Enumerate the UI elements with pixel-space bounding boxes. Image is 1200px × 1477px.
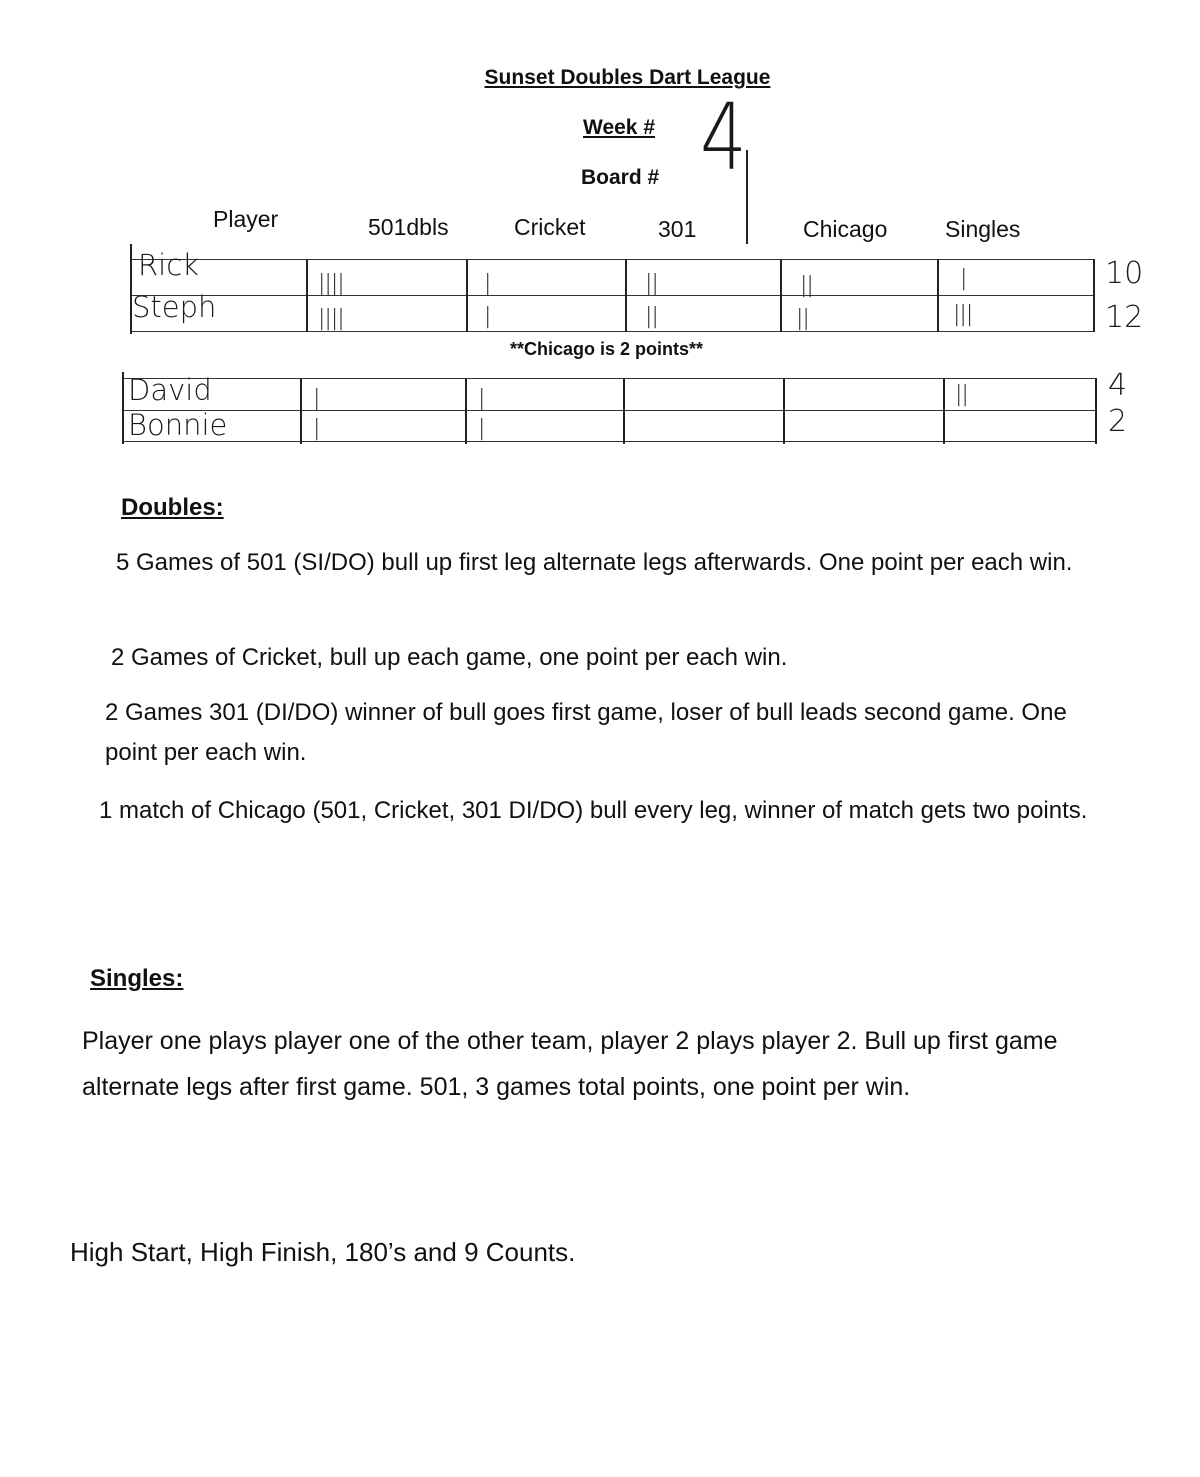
doubles-rule-cricket: 2 Games of Cricket, bull up each game, one point per each win. bbox=[111, 644, 788, 671]
tally-rick-501: |||| bbox=[318, 271, 344, 296]
tally-rick-singles: | bbox=[960, 266, 967, 291]
doubles-rule-501: 5 Games of 501 (SI/DO) bull up first leg alternate legs afterwards. One point per each win. bbox=[116, 549, 1073, 576]
tally-rick-cricket: | bbox=[484, 271, 491, 296]
tally-steph-501: |||| bbox=[318, 306, 344, 331]
col-301: 301 bbox=[658, 216, 697, 242]
col-chicago: Chicago bbox=[803, 216, 888, 242]
week-number-stroke bbox=[746, 150, 748, 244]
player-name-david: David bbox=[128, 373, 212, 407]
tally-rick-301: || bbox=[645, 271, 658, 296]
col-501dbls: 501dbls bbox=[368, 214, 449, 240]
total-david: 4 bbox=[1108, 368, 1128, 403]
player-name-rick: Rick bbox=[138, 248, 199, 282]
tally-rick-chicago: || bbox=[800, 273, 813, 298]
player-name-bonnie: Bonnie bbox=[128, 408, 228, 442]
doubles-rule-chicago: 1 match of Chicago (501, Cricket, 301 DI/DO) bull every leg, winner of match gets two points. bbox=[99, 797, 1088, 824]
tally-david-501: | bbox=[313, 386, 320, 411]
doubles-rule-301: 2 Games 301 (DI/DO) winner of bull goes first game, loser of bull leads second game. One point per each win. bbox=[105, 699, 1067, 766]
col-player: Player bbox=[213, 206, 279, 232]
week-label: Week # bbox=[583, 116, 655, 139]
col-singles: Singles bbox=[945, 216, 1021, 242]
doubles-heading: Doubles: bbox=[121, 494, 224, 521]
total-steph: 12 bbox=[1105, 300, 1144, 335]
tally-steph-chicago: || bbox=[796, 306, 809, 331]
league-title: Sunset Doubles Dart League bbox=[484, 66, 771, 89]
tally-bonnie-cricket: | bbox=[478, 416, 485, 441]
chicago-note: **Chicago is 2 points** bbox=[510, 339, 704, 359]
total-rick: 10 bbox=[1105, 256, 1144, 291]
tally-bonnie-501: | bbox=[313, 416, 320, 441]
board-label: Board # bbox=[581, 166, 660, 189]
singles-rule: Player one plays player one of the other team, player 2 plays player 2. Bull up first game alternate legs after first game. 501, 3 games total points, one point per win. bbox=[82, 1027, 1058, 1101]
player-name-steph: Steph bbox=[132, 290, 217, 324]
col-cricket: Cricket bbox=[514, 214, 586, 240]
total-bonnie: 2 bbox=[1108, 404, 1128, 439]
tally-steph-cricket: | bbox=[484, 304, 491, 329]
tally-steph-301: || bbox=[645, 304, 658, 329]
footer-counts: High Start, High Finish, 180’s and 9 Counts. bbox=[70, 1237, 576, 1267]
week-number-handwritten: 4 bbox=[700, 84, 747, 191]
tally-david-singles: || bbox=[955, 382, 968, 407]
tally-steph-singles: ||| bbox=[953, 302, 973, 327]
tally-david-cricket: | bbox=[478, 386, 485, 411]
singles-heading: Singles: bbox=[90, 965, 184, 992]
